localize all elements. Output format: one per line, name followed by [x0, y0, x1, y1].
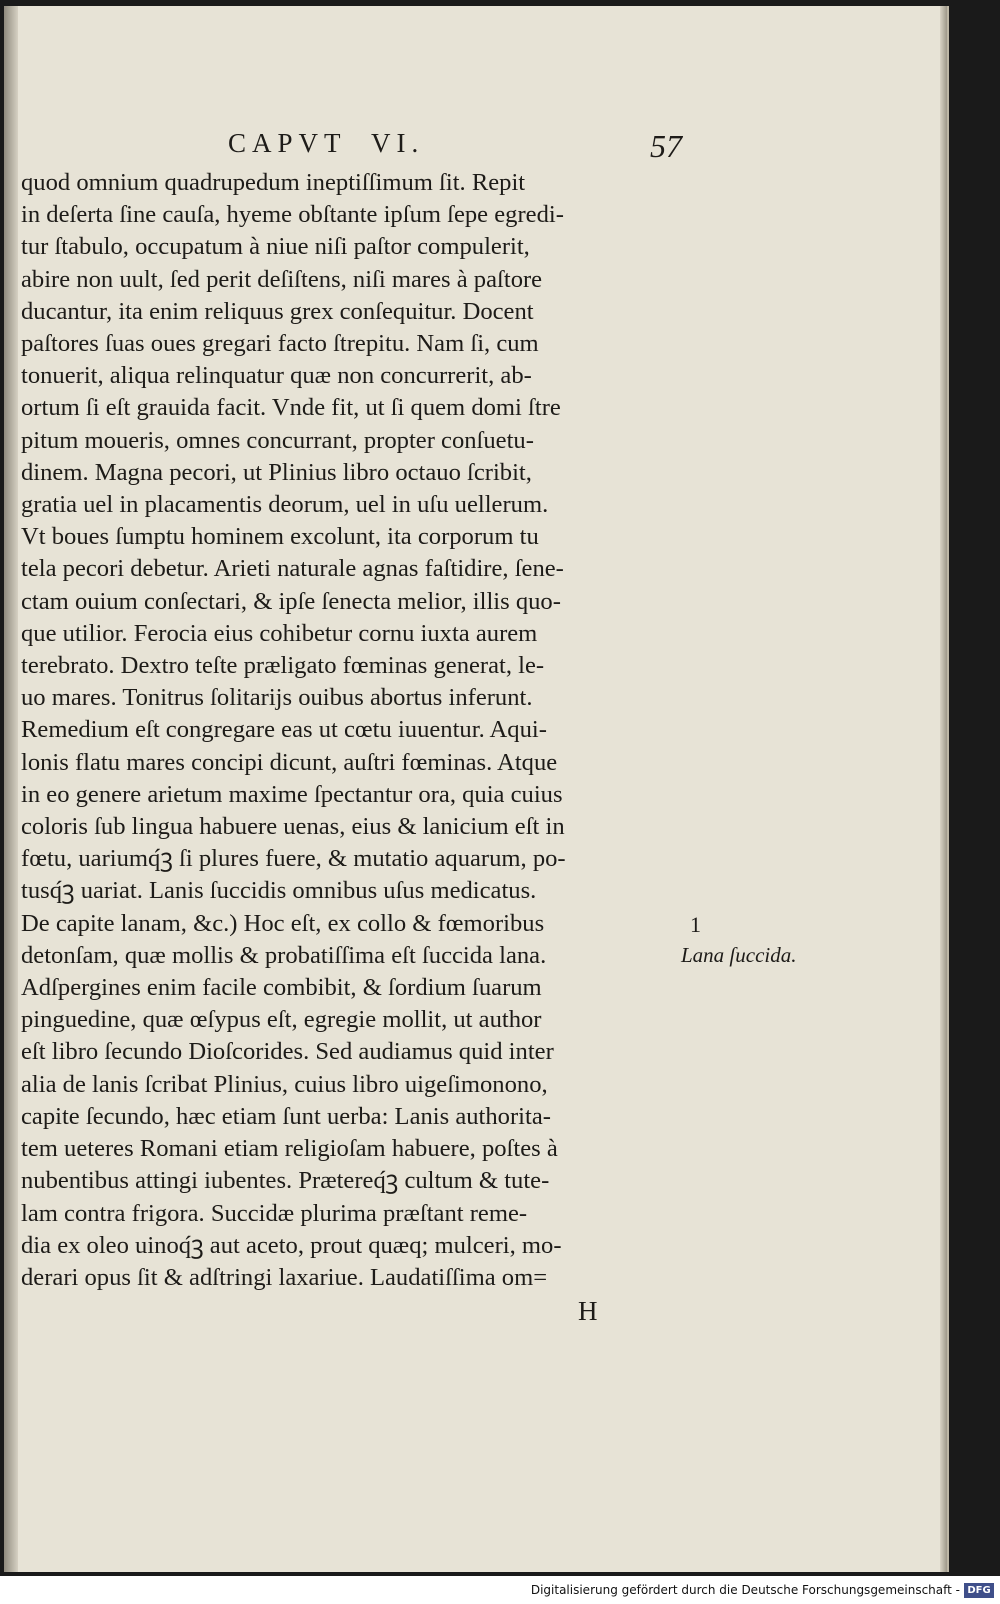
running-head: CAPVT VI. [228, 128, 425, 158]
text-line: coloris ſub lingua habuere uenas, eius & lanicium eſt in [21, 813, 565, 841]
text-line: nubentibus attingi iubentes. Prætereq́ꝫ cultum & tute- [21, 1167, 550, 1195]
signature-mark: H [578, 1296, 598, 1326]
text-line: detonſam, quæ mollis & probatiſſima eſt ſuccida lana. [21, 941, 547, 969]
text-line: Vt boues ſumptu hominem excolunt, ita corporum tu [21, 523, 539, 551]
text-line: tonuerit, aliqua relinquatur quæ non concurrerit, ab- [21, 362, 532, 390]
text-line: ctam ouium conſectari, & ipſe ſenecta melior, illis quo- [21, 587, 561, 615]
text-line: lonis flatu mares concipi dicunt, auſtri fœminas. Atque [21, 748, 558, 776]
text-line: alia de lanis ſcribat Plinius, cuius libro uigeſimonono, [21, 1070, 548, 1098]
margin-reference-number: 1 [690, 912, 701, 937]
text-line: fœtu, uariumq́ꝫ ſi plures fuere, & mutatio aquarum, po- [21, 845, 566, 873]
footer-bar [0, 1578, 1000, 1604]
text-line: pinguedine, quæ œſypus eſt, egregie mollit, ut author [21, 1006, 542, 1034]
text-line: tem ueteres Romani etiam religioſam habuere, poſtes à [21, 1135, 558, 1163]
text-line: in eo genere arietum maxime ſpectantur ora, quia cuius [21, 780, 563, 808]
margin-note: Lana ſuccida. [681, 943, 797, 967]
text-line: paſtores ſuas oues gregari facto ſtrepitu. Nam ſi, cum [21, 330, 539, 358]
text-line: tusq́ꝫ uariat. Lanis ſuccidis omnibus uſus medicatus. [21, 877, 537, 905]
text-line: Remedium eſt congregare eas ut cœtu iuuentur. Aqui- [21, 716, 547, 744]
text-line: in deſerta ſine cauſa, hyeme obſtante ipſum ſepe egredi- [21, 201, 564, 229]
text-line: De capite lanam, &c.) Hoc eſt, ex collo & fœmoribus [21, 909, 545, 937]
text-line: uo mares. Tonitrus ſolitarijs ouibus abortus inferunt. [21, 684, 533, 712]
text-line: ducantur, ita enim reliquus grex conſequitur. Docent [21, 297, 534, 325]
text-line: dia ex oleo uinoq́ꝫ aut aceto, prout quæq; mulceri, mo- [21, 1231, 562, 1259]
text-line: lam contra frigora. Succidæ plurima præſtant reme- [21, 1199, 528, 1227]
footer-credit: Digitalisierung gefördert durch die Deutsche Forschungsgemeinschaft - [530, 1583, 960, 1597]
text-line: pitum moueris, omnes concurrant, propter conſuetu- [21, 426, 534, 454]
text-line: tela pecori debetur. Arieti naturale agnas faſtidire, ſene- [21, 555, 564, 583]
text-line: gratia uel in placamentis deorum, uel in uſu uellerum. [21, 491, 549, 519]
text-line: abire non uult, ſed perit deſiſtens, niſi mares à paſtore [21, 265, 543, 293]
page-gutter-shadow [4, 6, 18, 1572]
text-line: eſt libro ſecundo Dioſcorides. Sed audiamus quid inter [21, 1038, 554, 1066]
text-line: quod omnium quadrupedum ineptiſſimum ſit. Repit [21, 169, 526, 196]
page-edge-shadow [940, 6, 947, 1572]
text-line: dinem. Magna pecori, ut Plinius libro octauo ſcribit, [21, 458, 532, 486]
text-line: ortum ſi eſt grauida facit. Vnde fit, ut ſi quem domi ſtre [21, 394, 561, 422]
page-number: 57 [650, 128, 682, 164]
text-line: tur ſtabulo, occupatum à niue niſi paſtor compulerit, [21, 233, 530, 261]
text-line: que utilior. Ferocia eius cohibetur cornu iuxta aurem [21, 619, 538, 647]
text-line: capite ſecundo, hæc etiam ſunt uerba: Lanis authorita- [21, 1102, 551, 1130]
text-line: derari opus ſit & adſtringi laxariue. Laudatiſſima om= [21, 1263, 548, 1291]
text-line: Adſpergines enim facile combibit, & ſordium ſuarum [21, 974, 542, 1002]
body-text [21, 167, 681, 1294]
text-line: terebrato. Dextro teſte præligato fœminas generat, le- [21, 652, 545, 680]
dfg-logo-icon: DFG [964, 1583, 994, 1598]
